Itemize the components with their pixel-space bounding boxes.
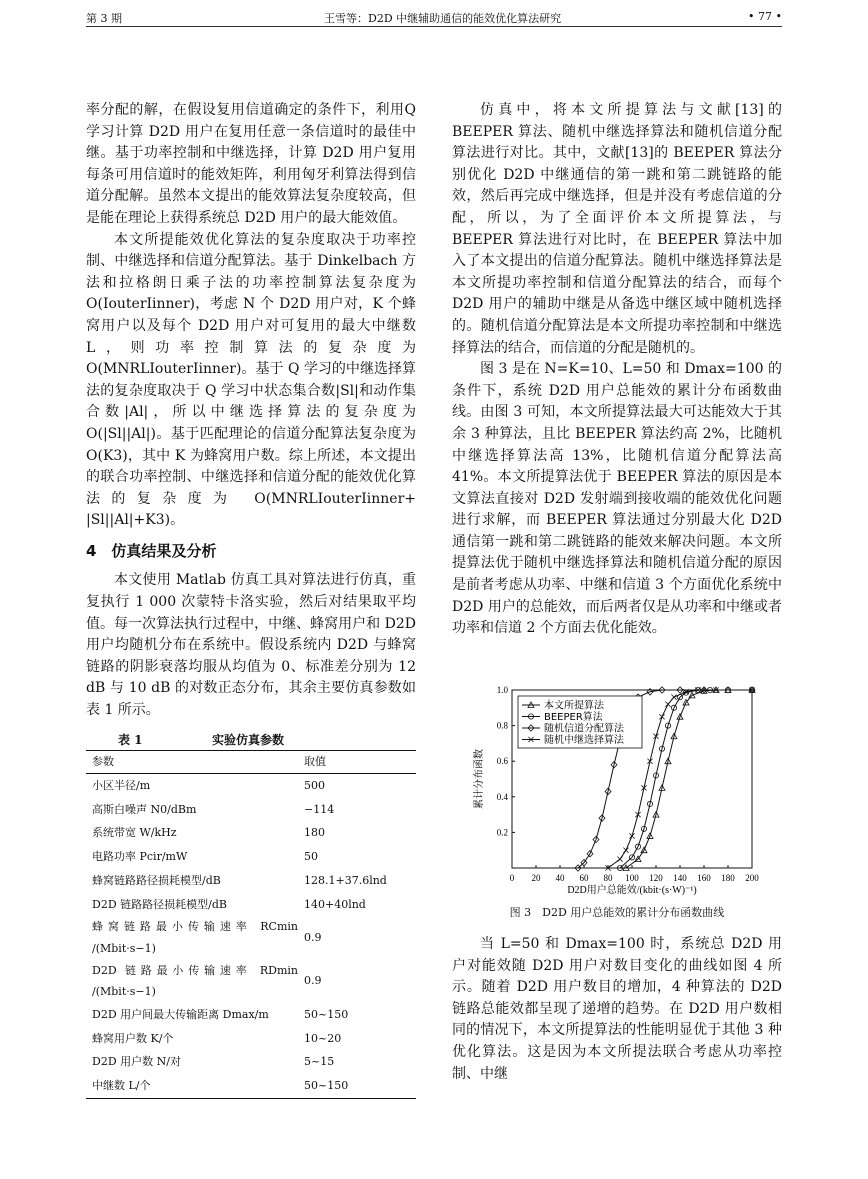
data-point xyxy=(623,848,628,853)
param-name: 小区半径/m xyxy=(92,778,151,792)
legend-label: 本文所提算法 xyxy=(544,700,604,712)
table-row xyxy=(86,1050,416,1074)
table-row xyxy=(86,916,416,959)
x-tick-label: 20 xyxy=(531,873,541,883)
y-axis-label: 累计分布函数 xyxy=(474,749,485,809)
legend-label: 随机信道分配算法 xyxy=(544,723,624,735)
table-caption xyxy=(86,730,416,750)
x-tick-label: 60 xyxy=(579,873,589,883)
table-row xyxy=(86,1027,416,1051)
right-column xyxy=(452,100,782,640)
param-value: 500 xyxy=(304,778,325,792)
param-name: 蜂窝链路路径损耗模型/dB xyxy=(92,873,221,887)
legend-label: 随机中继选择算法 xyxy=(544,735,624,746)
paragraph: 本文使用 Matlab 仿真工具对算法进行仿真，重复执行 1 000 次蒙特卡洛实验，然后对结果取平均值。每一次算法执行过程中，中继、蜂窝用户和 D2D 用户均随机分布在系统中。假设系统内 D2D 与蜂窝链路的阴影衰落均服从均值为 0、标准差分别为 12 dB 与 10 dB 的对数正态分布，其余主要仿真参数如表 1 所示。 xyxy=(86,572,416,719)
param-value: 180 xyxy=(304,826,325,840)
table-row xyxy=(86,893,416,917)
param-value: 128.1+37.6lnd xyxy=(304,873,387,887)
data-point xyxy=(659,714,664,719)
x-axis-label: D2D用户总能效/(kbit·(s·W)⁻¹) xyxy=(567,885,697,896)
param-value: 50 xyxy=(304,850,318,864)
figure-caption: 图 3 D2D 用户总能效的累计分布函数曲线 xyxy=(509,906,725,919)
table-title: 实验仿真参数 xyxy=(212,732,285,747)
table-header: 参数 xyxy=(86,750,298,773)
x-tick-label: 180 xyxy=(721,873,735,883)
x-tick-label: 0 xyxy=(509,873,515,883)
left-column xyxy=(86,100,416,1099)
parameter-table xyxy=(86,750,416,1099)
x-tick-label: 140 xyxy=(673,873,687,883)
y-tick-label: 0.2 xyxy=(496,827,508,838)
table-header: 取值 xyxy=(298,750,416,773)
x-tick-label: 40 xyxy=(555,873,565,883)
table-row xyxy=(86,960,416,1003)
param-value: 5~15 xyxy=(304,1055,335,1069)
param-name: D2D 用户数 N/对 xyxy=(92,1055,181,1069)
data-point xyxy=(665,702,670,707)
issue-number: 第 3 期 xyxy=(86,12,122,25)
param-value: 0.9 xyxy=(304,974,322,988)
table-row xyxy=(86,821,416,845)
param-name: 电路功率 Pcir/mW xyxy=(92,850,188,864)
legend-label: BEEPER算法 xyxy=(544,712,603,723)
series-line xyxy=(626,690,752,868)
running-title: 王雪等：D2D 中继辅助通信的能效优化算法研究 xyxy=(324,12,562,25)
param-value: −114 xyxy=(304,802,335,816)
paragraph: 图 3 是在 N=K=10、L=50 和 Dmax=100 的条件下，系统 D2D 用户总能效的累计分布函数曲线。由图 3 可知，本文所提算法最大可达能效大于其余 3 种算法，且比 BEEPER 算法约高 2%，比随机中继选择算法高 13%，比随机信道分配算法高 41%。本文所提算法优于 BEEPER 算法的原因是本文算法直接对 D2D 发射端到接收端的能效优化问题进行求解，而 BEEPER 算法通过分别最大化 D2D 通信第一跳和第二跳链路的能效来解决问题。本文所提算法优于随机中继选择算法和随机信道分配的原因是前者考虑从功率、中继和信道 3 个方面优化系统中 D2D 用户的总能效，而后两者仅是从功率和中继或者功率和信道 2 个方面去优化能效。 xyxy=(452,361,782,637)
param-name: 中继数 L/个 xyxy=(92,1079,151,1093)
x-tick-label: 80 xyxy=(603,873,613,883)
x-tick-label: 200 xyxy=(745,873,759,883)
data-point xyxy=(617,857,622,862)
cdf-chart xyxy=(460,682,780,922)
param-value: 140+40lnd xyxy=(304,897,366,911)
paragraph: 本文所提能效优化算法的复杂度取决于功率控制、中继选择和信道分配算法。基于 Dinkelbach 方法和拉格朗日乘子法的功率控制算法复杂度为 O(IouterIinner)，考虑 N 个 D2D 用户对，K 个蜂窝用户以及每个 D2D 用户对可复用的最大中继数 L，则功率控制算法的复杂度为 O(MNRLIouterIinner)。基于 Q 学习的中继选择算法的复杂度取决于 Q 学习中状态集合数|Sl|和动作集合数|Al|，所以中继选择算法的复杂度为 O(|Sl||Al|)。基于匹配理论的信道分配算法复杂度为 O(K3)，其中 K 为蜂窝用户数。综上所述，本文提出的联合功率控制、中继选择和信道分配的能效优化算法的复杂度为 O(MNRLIouterIinner+ |Sl||Al|+K3)。 xyxy=(86,231,416,529)
table-row xyxy=(86,773,416,797)
param-name: D2D 链路路径损耗模型/dB xyxy=(92,897,227,911)
y-tick-label: 0.8 xyxy=(496,720,508,731)
table-number: 表 1 xyxy=(118,732,143,747)
table-row xyxy=(86,869,416,893)
table-row xyxy=(86,1074,416,1098)
param-value: 10~20 xyxy=(304,1031,342,1045)
param-name: 高斯白噪声 N0/dBm xyxy=(92,802,197,816)
x-tick-label: 120 xyxy=(649,873,663,883)
param-name: D2D 用户间最大传输距离 Dmax/m xyxy=(92,1007,269,1021)
x-tick-label: 100 xyxy=(625,873,639,883)
param-value: 50~150 xyxy=(304,1079,349,1093)
section-heading: 4 仿真结果及分析 xyxy=(86,541,217,560)
param-value: 50~150 xyxy=(304,1007,349,1021)
paragraph: 率分配的解，在假设复用信道确定的条件下，利用Q 学习计算 D2D 用户在复用任意一条信道时的最佳中继。基于功率控制和中继选择，计算 D2D 用户复用每条可用信道时的能效矩阵，利用匈牙利算法得到信道分配解。虽然本文提出的能效算法复杂度较高，但是能在理论上获得系统总 D2D 用户的最大能效值。 xyxy=(86,102,416,226)
table-row xyxy=(86,797,416,821)
y-tick-label: 1.0 xyxy=(496,685,508,695)
running-header xyxy=(86,8,782,27)
page-number: • 77 • xyxy=(748,10,782,23)
data-point xyxy=(671,695,676,700)
right-column-continued xyxy=(452,934,782,1085)
x-tick-label: 160 xyxy=(697,873,711,883)
paragraph: 仿真中，将本文所提算法与文献[13]的 BEEPER 算法、随机中继选择算法和随机信道分配算法进行对比。其中，文献[13]的 BEEPER 算法分别优化 D2D 中继通信的第一跳和第二跳链路的能效，然后再完成中继选择，但是并没有考虑信道的分配，所以，为了全面评价本文所提算法，与 BEEPER 算法进行对比时，在 BEEPER 算法中加入了本文提出的信道分配算法。随机中继选择算法是本文所提功率控制和信道分配算法的结合，而每个 D2D 用户的辅助中继是从备选中继区域中随机选择的。随机信道分配算法是本文所提功率控制和中继选择算法的结合，而信道的分配是随机的。 xyxy=(452,102,782,356)
table-row xyxy=(86,1003,416,1027)
param-value: 0.9 xyxy=(304,931,322,945)
param-name: D2D 链路最小传输速率 RDmin /(Mbit·s−1) xyxy=(92,963,298,999)
table-row xyxy=(86,845,416,869)
param-name: 系统带宽 W/kHz xyxy=(92,826,177,840)
y-tick-label: 0.6 xyxy=(496,756,508,767)
y-tick-label: 0.4 xyxy=(496,791,508,802)
param-name: 蜂窝链路最小传输速率 RCmin /(Mbit·s−1) xyxy=(92,920,298,955)
paragraph: 当 L=50 和 Dmax=100 时，系统总 D2D 用户对能效随 D2D 用户对数目变化的曲线如图 4 所示。随着 D2D 用户数目的增加，4 种算法的 D2D 链路总能效都呈现了递增的趋势。在 D2D 用户数相同的情况下，本文所提算法的性能明显优于其他 3 种优化算法。这是因为本文所提法联合考虑从功率控制、中继 xyxy=(452,936,782,1082)
param-name: 蜂窝用户数 K/个 xyxy=(92,1031,174,1045)
